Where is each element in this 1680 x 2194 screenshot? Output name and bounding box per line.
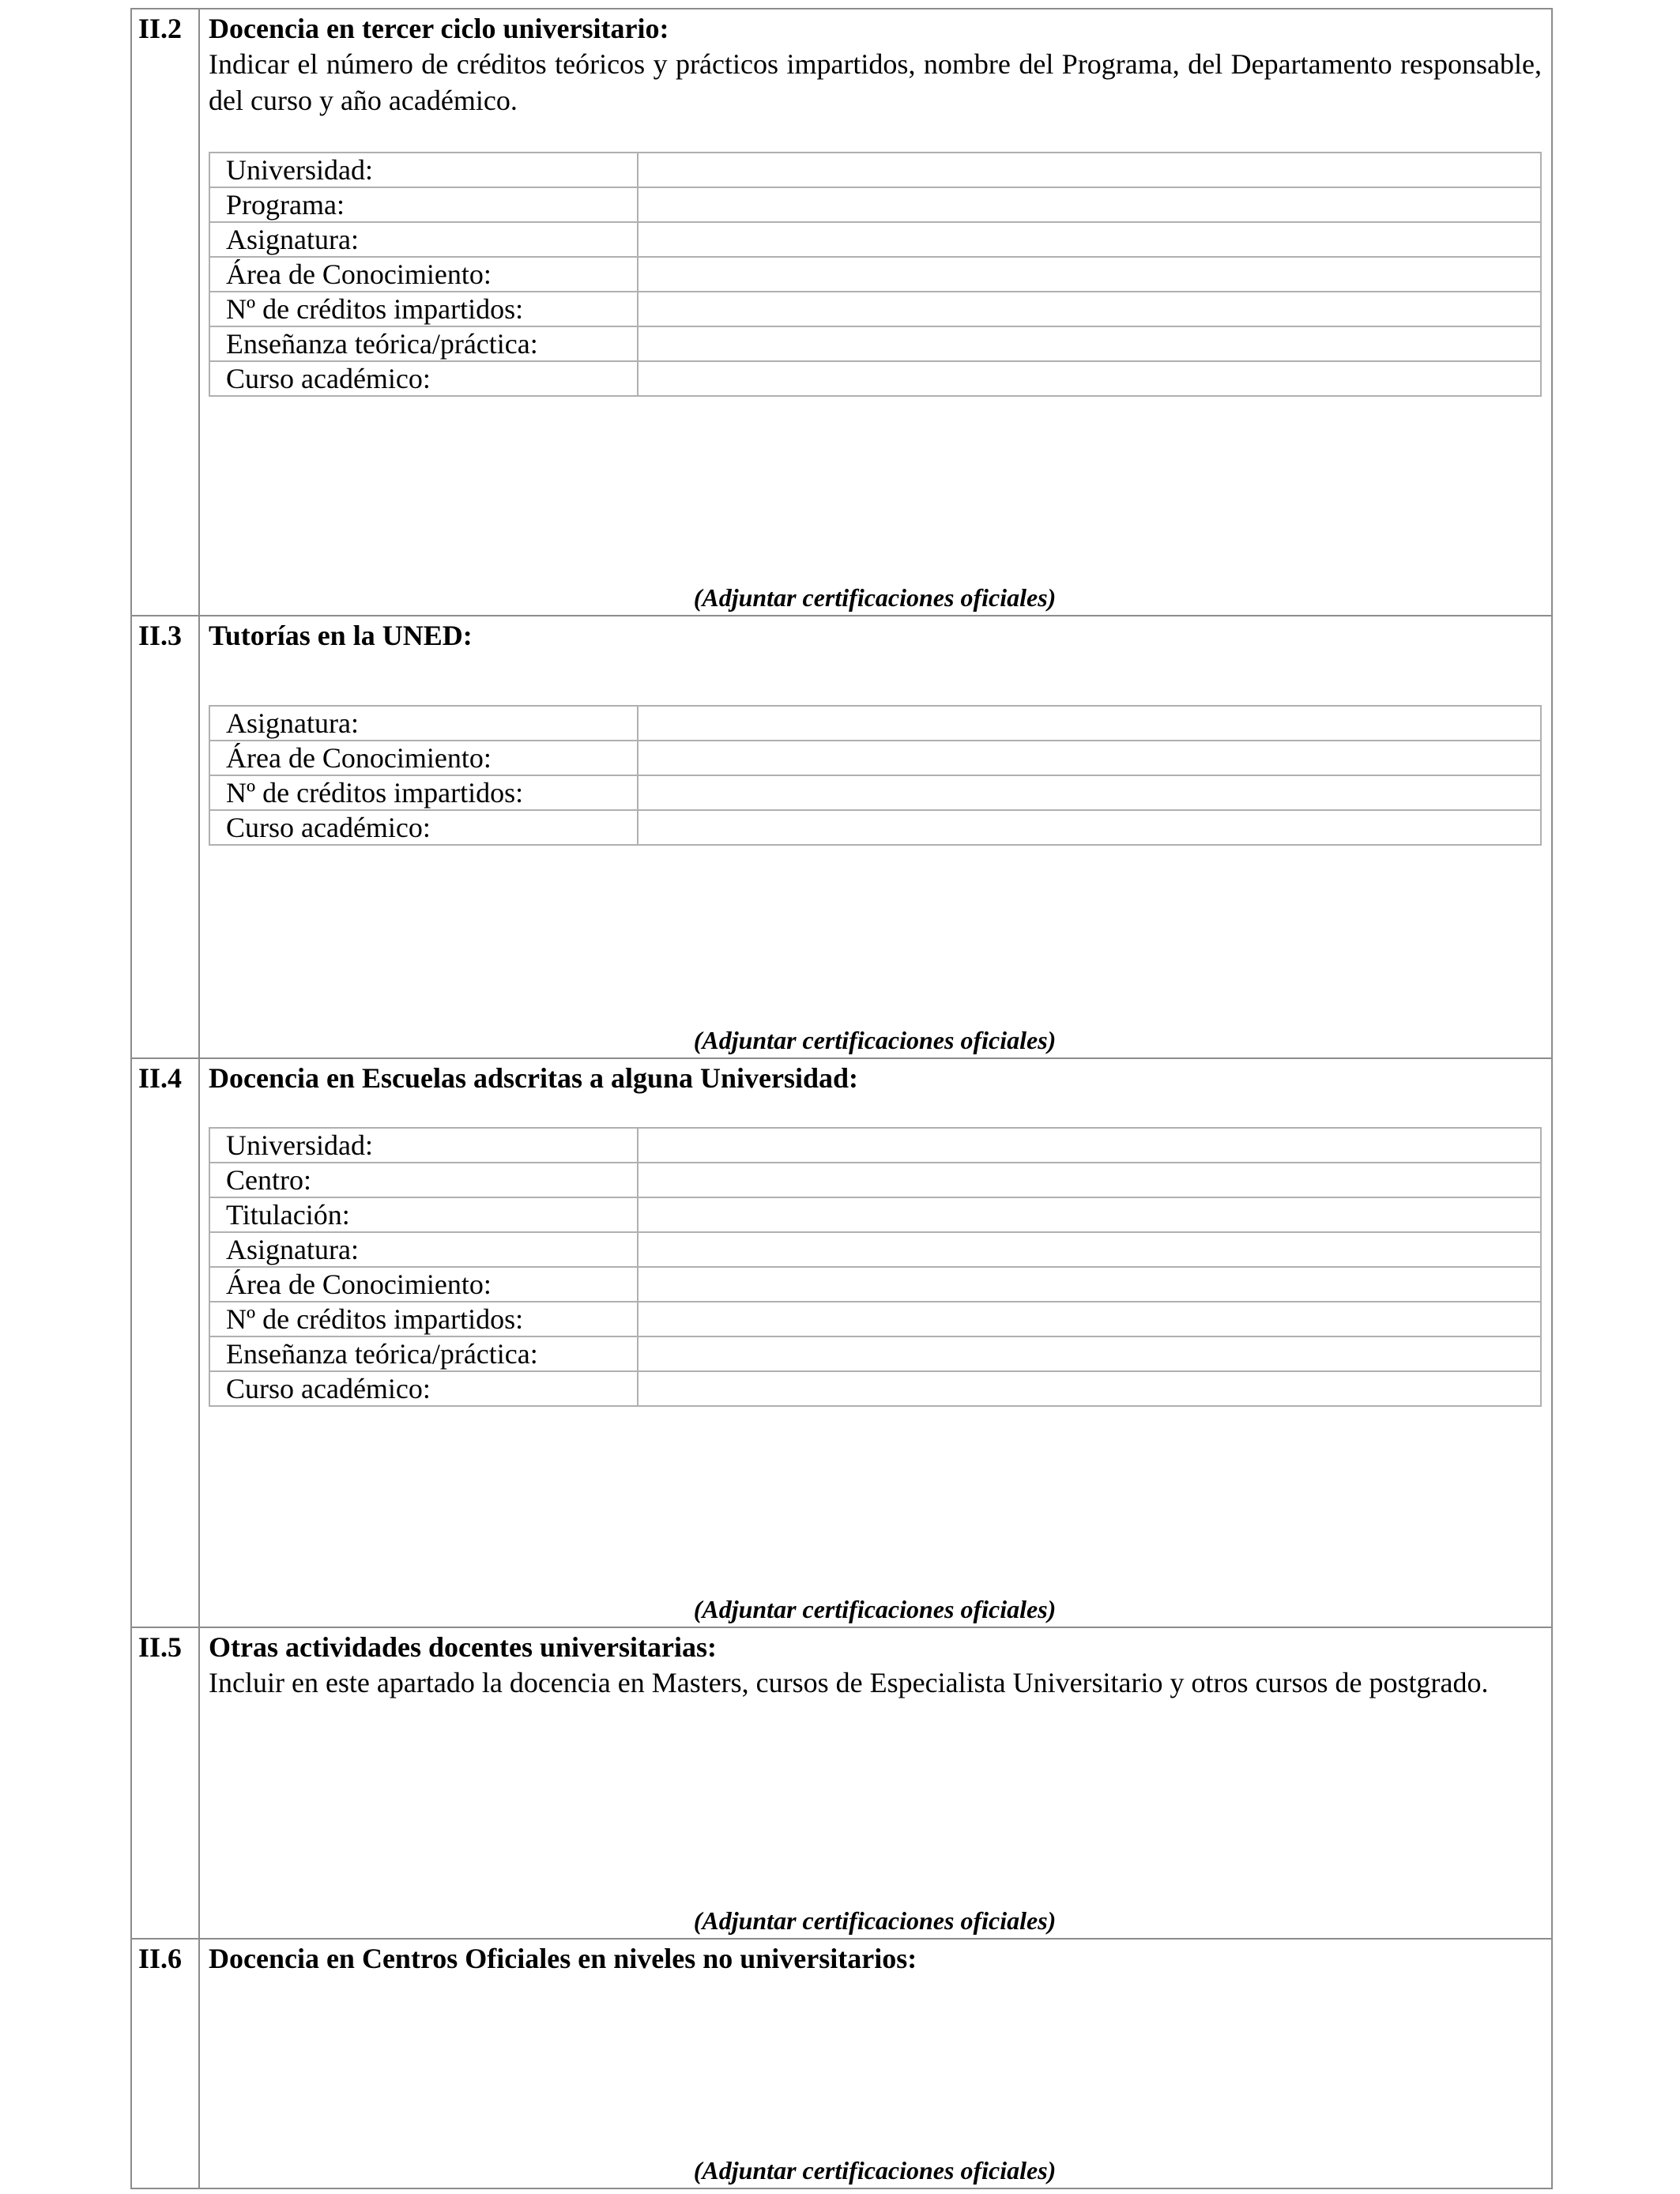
field-value[interactable] xyxy=(638,257,1541,292)
field-row xyxy=(209,326,1541,361)
field-label: Nº de créditos impartidos: xyxy=(209,292,638,326)
field-value[interactable] xyxy=(638,292,1541,326)
field-row xyxy=(209,1128,1541,1163)
section-content xyxy=(198,1940,1551,2188)
field-row xyxy=(209,775,1541,810)
field-row xyxy=(209,1371,1541,1406)
field-label: Universidad: xyxy=(209,153,638,187)
field-row xyxy=(209,222,1541,257)
section-ii-4 xyxy=(132,1059,1551,1628)
field-value[interactable] xyxy=(638,361,1541,396)
field-value[interactable] xyxy=(638,187,1541,222)
field-value[interactable] xyxy=(638,1371,1541,1406)
field-label: Titulación: xyxy=(209,1197,638,1232)
fields-table xyxy=(209,152,1542,397)
field-row xyxy=(209,1197,1541,1232)
field-value[interactable] xyxy=(638,775,1541,810)
attachment-note: (Adjuntar certificaciones oficiales) xyxy=(693,1906,1057,1935)
field-value[interactable] xyxy=(638,1128,1541,1163)
field-row xyxy=(209,187,1541,222)
section-number: II.3 xyxy=(138,620,183,651)
attachment-note: (Adjuntar certificaciones oficiales) xyxy=(693,2156,1057,2185)
field-label: Asignatura: xyxy=(209,706,638,741)
field-value[interactable] xyxy=(638,1163,1541,1197)
attachment-note: (Adjuntar certificaciones oficiales) xyxy=(693,1595,1057,1623)
field-label: Programa: xyxy=(209,187,638,222)
field-value[interactable] xyxy=(638,1336,1541,1371)
field-label: Asignatura: xyxy=(209,222,638,257)
section-ii-3 xyxy=(132,616,1551,1059)
section-title: Docencia en Escuelas adscritas a alguna Universidad: xyxy=(209,1062,859,1094)
field-label: Asignatura: xyxy=(209,1232,638,1267)
section-number: II.4 xyxy=(138,1062,183,1094)
field-value[interactable] xyxy=(638,222,1541,257)
field-label: Área de Conocimiento: xyxy=(209,1267,638,1302)
field-value[interactable] xyxy=(638,1302,1541,1336)
section-content xyxy=(198,616,1551,1057)
field-label: Enseñanza teórica/práctica: xyxy=(209,1336,638,1371)
field-label: Área de Conocimiento: xyxy=(209,257,638,292)
section-number-cell xyxy=(132,1940,200,2188)
field-value[interactable] xyxy=(638,153,1541,187)
field-value[interactable] xyxy=(638,1197,1541,1232)
section-content xyxy=(198,9,1551,615)
field-value[interactable] xyxy=(638,706,1541,741)
section-ii-6 xyxy=(132,1940,1551,2188)
field-label: Curso académico: xyxy=(209,361,638,396)
section-number: II.6 xyxy=(138,1943,183,1974)
field-row xyxy=(209,810,1541,845)
section-number: II.2 xyxy=(138,13,183,44)
field-label: Área de Conocimiento: xyxy=(209,741,638,775)
field-row xyxy=(209,292,1541,326)
attachment-note: (Adjuntar certificaciones oficiales) xyxy=(693,583,1057,612)
section-number-cell xyxy=(132,616,200,1057)
section-number-cell xyxy=(132,9,200,615)
field-row xyxy=(209,1267,1541,1302)
field-label: Curso académico: xyxy=(209,810,638,845)
field-row xyxy=(209,1232,1541,1267)
section-number: II.5 xyxy=(138,1631,183,1663)
section-title: Docencia en tercer ciclo universitario: xyxy=(209,13,669,44)
field-value[interactable] xyxy=(638,810,1541,845)
field-label: Curso académico: xyxy=(209,1371,638,1406)
field-label: Nº de créditos impartidos: xyxy=(209,775,638,810)
section-content xyxy=(198,1059,1551,1627)
section-ii-2 xyxy=(132,9,1551,616)
fields-table xyxy=(209,1127,1542,1407)
section-title: Otras actividades docentes universitarias: xyxy=(209,1631,717,1663)
section-ii-5 xyxy=(132,1628,1551,1940)
form-table xyxy=(130,8,1553,2189)
section-content xyxy=(198,1628,1551,1938)
section-title: Tutorías en la UNED: xyxy=(209,620,473,651)
section-description: Indicar el número de créditos teóricos y prácticos impartidos, nombre del Programa, del Departamento responsable, del curso y año académico. xyxy=(209,48,1542,116)
field-row xyxy=(209,153,1541,187)
field-row xyxy=(209,1336,1541,1371)
field-value[interactable] xyxy=(638,1267,1541,1302)
section-description: Incluir en este apartado la docencia en Masters, cursos de Especialista Universitario y otros cursos de postgrado. xyxy=(209,1667,1489,1698)
field-row xyxy=(209,257,1541,292)
field-value[interactable] xyxy=(638,741,1541,775)
field-row xyxy=(209,706,1541,741)
section-title: Docencia en Centros Oficiales en niveles no universitarios: xyxy=(209,1943,917,1974)
section-number-cell xyxy=(132,1059,200,1627)
field-value[interactable] xyxy=(638,326,1541,361)
field-label: Universidad: xyxy=(209,1128,638,1163)
field-label: Enseñanza teórica/práctica: xyxy=(209,326,638,361)
field-label: Centro: xyxy=(209,1163,638,1197)
field-row xyxy=(209,361,1541,396)
fields-table xyxy=(209,705,1542,846)
attachment-note: (Adjuntar certificaciones oficiales) xyxy=(693,1026,1057,1054)
section-number-cell xyxy=(132,1628,200,1938)
field-value[interactable] xyxy=(638,1232,1541,1267)
field-label: Nº de créditos impartidos: xyxy=(209,1302,638,1336)
field-row xyxy=(209,1163,1541,1197)
field-row xyxy=(209,1302,1541,1336)
field-row xyxy=(209,741,1541,775)
